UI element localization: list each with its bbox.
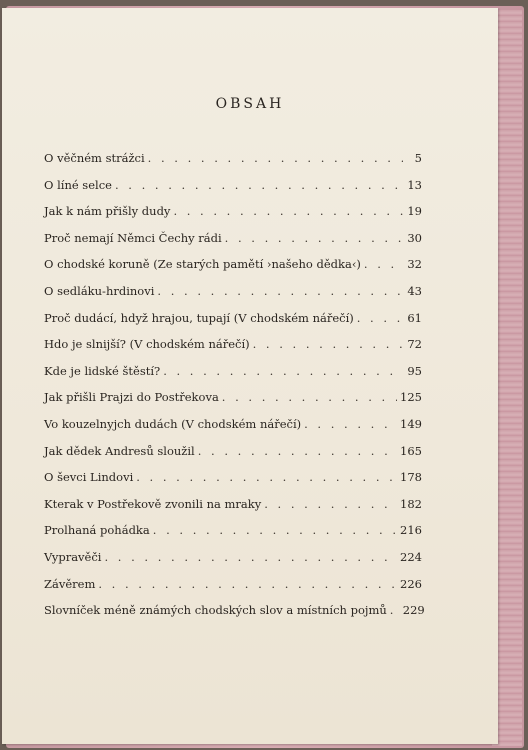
- toc-leader-dots: [157, 284, 403, 298]
- toc-leader-dots: [153, 523, 397, 537]
- toc-entry-page: 165: [400, 443, 422, 458]
- toc-entry-title: O líné selce: [44, 177, 112, 192]
- toc-leader-dots: [136, 470, 397, 484]
- toc-leader-dots: [364, 257, 403, 271]
- toc-leader-dots: [222, 390, 397, 404]
- toc-entry: [44, 311, 422, 338]
- toc-entry-title: Jak k nám přišly dudy: [44, 204, 171, 219]
- toc-entry: [44, 390, 422, 417]
- toc-leader-dots: [173, 204, 403, 218]
- toc-leader-dots: [390, 603, 400, 617]
- toc-leader-dots: [115, 178, 403, 192]
- toc-entry-page: 149: [400, 416, 422, 431]
- toc-entry-page: 61: [407, 310, 422, 325]
- toc-entry-page: 19: [407, 204, 422, 219]
- toc-entry-page: 13: [407, 177, 422, 192]
- toc-entry-title: Proč nemají Němci Čechy rádi: [44, 230, 222, 245]
- toc-entry-title: Proč dudácí, hdyž hrajou, tupají (V chodském nářečí): [44, 310, 354, 325]
- toc-entry: [44, 257, 422, 284]
- toc-entry-title: O chodské koruně (Ze starých pamětí ›našeho dědka‹): [44, 257, 361, 272]
- toc-entry-title: Hdo je slnijší? (V chodském nářečí): [44, 337, 250, 352]
- toc-entry-title: Jak přišli Prajzi do Postřekova: [44, 390, 219, 405]
- toc-entry: [44, 470, 422, 497]
- toc-entry-title: Prolhaná pohádka: [44, 523, 150, 538]
- toc-entry-title: Slovníček méně známých chodských slov a místních pojmů: [44, 603, 387, 618]
- toc-entry: [44, 523, 422, 550]
- toc-entry-page: 72: [407, 337, 422, 352]
- toc-entry-title: Vypravěči: [44, 549, 102, 564]
- toc-entry: [44, 550, 422, 577]
- toc-entry-page: 32: [407, 257, 422, 272]
- toc-leader-dots: [357, 311, 403, 325]
- toc-entry: [44, 497, 422, 524]
- toc-entry: [44, 284, 422, 311]
- toc-leader-dots: [304, 417, 397, 431]
- toc-entry-title: Závěrem: [44, 576, 96, 591]
- toc-entry-page: 30: [407, 230, 422, 245]
- toc-entry: [44, 204, 422, 231]
- toc-entry: [44, 417, 422, 444]
- toc-entry-title: O ševci Lindovi: [44, 470, 134, 485]
- toc-leader-dots: [225, 231, 403, 245]
- toc-entry-title: Vo kouzelnyjch dudách (V chodském nářečí): [44, 416, 302, 431]
- toc-entry: [44, 603, 425, 630]
- toc-leader-dots: [104, 550, 397, 564]
- toc-leader-dots: [198, 444, 397, 458]
- toc-entry: [44, 178, 422, 205]
- toc-entry-page: 125: [400, 390, 422, 405]
- toc-leader-dots: [148, 151, 403, 165]
- toc-entry-page: 43: [407, 283, 422, 298]
- toc-leader-dots: [98, 577, 397, 591]
- toc-entry-page: 216: [400, 523, 422, 538]
- toc-entry-page: 182: [400, 496, 422, 511]
- toc-entry-title: Kde je lidské štěstí?: [44, 363, 161, 378]
- toc-entry: [44, 364, 422, 391]
- toc-entry: [44, 151, 422, 178]
- toc-entry-page: 178: [400, 470, 422, 485]
- toc-entry: [44, 444, 422, 471]
- toc-entry-title: Kterak v Postřekově zvonili na mraky: [44, 496, 262, 511]
- toc-entry-page: 95: [407, 363, 422, 378]
- toc-entry-page: 224: [400, 549, 422, 564]
- toc-entry-page: 5: [414, 151, 422, 165]
- toc-leader-dots: [163, 364, 403, 378]
- toc-entry-title: O sedláku-hrdinovi: [44, 283, 155, 298]
- toc-entry: [44, 577, 422, 604]
- toc-entry-title: Jak dědek Andresů sloužil: [44, 443, 195, 458]
- toc-entry-title: O věčném strážci: [44, 151, 145, 165]
- toc-entry: [44, 231, 422, 258]
- toc-entry-page: 229: [402, 603, 425, 618]
- table-of-contents: [44, 151, 425, 630]
- toc-entry: [44, 337, 422, 364]
- toc-leader-dots: [253, 337, 403, 351]
- page-title: OBSAH: [215, 96, 285, 112]
- toc-entry-page: 226: [400, 576, 422, 591]
- toc-leader-dots: [264, 497, 397, 511]
- book-page: [2, 8, 498, 744]
